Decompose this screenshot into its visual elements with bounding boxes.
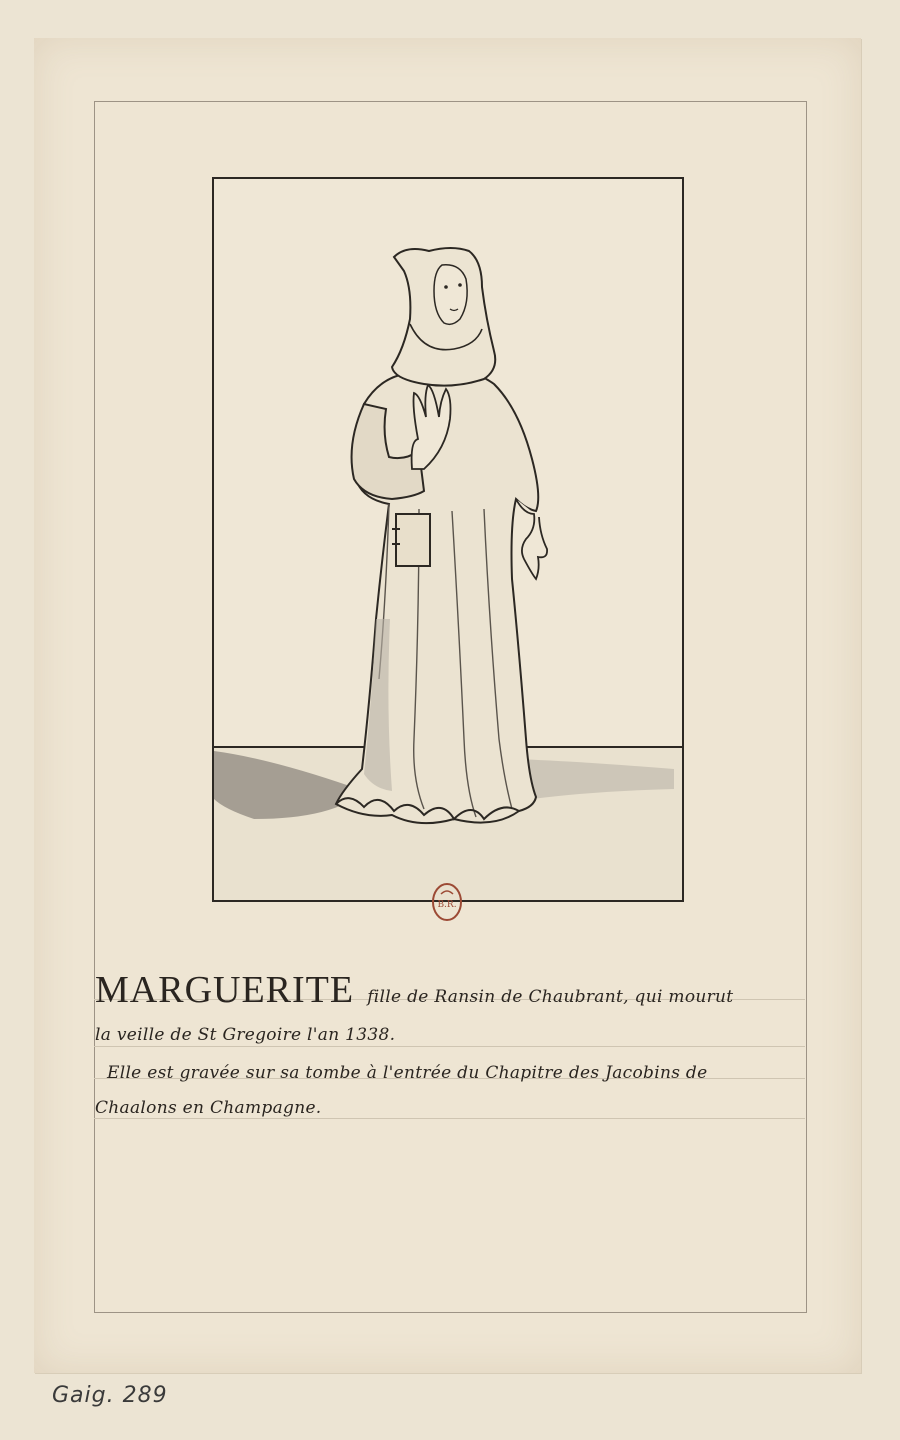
caption-line-4: Chaalons en Champagne. [95, 1098, 322, 1118]
stamp-text: B.R. [437, 900, 457, 910]
face [434, 265, 467, 325]
caption-guide-line [94, 1046, 805, 1047]
caption-line-3: Elle est gravée sur sa tombe à l'entrée du Chapitre des Jacobins de [107, 1063, 708, 1083]
caption-line-2: la veille de St Gregoire l'an 1338. [95, 1025, 396, 1045]
illustration-frame [212, 177, 684, 902]
figure-drawing [214, 179, 682, 900]
book [396, 514, 430, 566]
caption-line-1: fille de Ransin de Chaubrant, qui mourut [367, 987, 734, 1007]
library-stamp [431, 882, 463, 922]
caption-guide-line [94, 1118, 805, 1119]
subject-name: MARGUERITE [95, 969, 355, 1011]
shelfmark: Gaig. 289 [52, 1383, 168, 1408]
